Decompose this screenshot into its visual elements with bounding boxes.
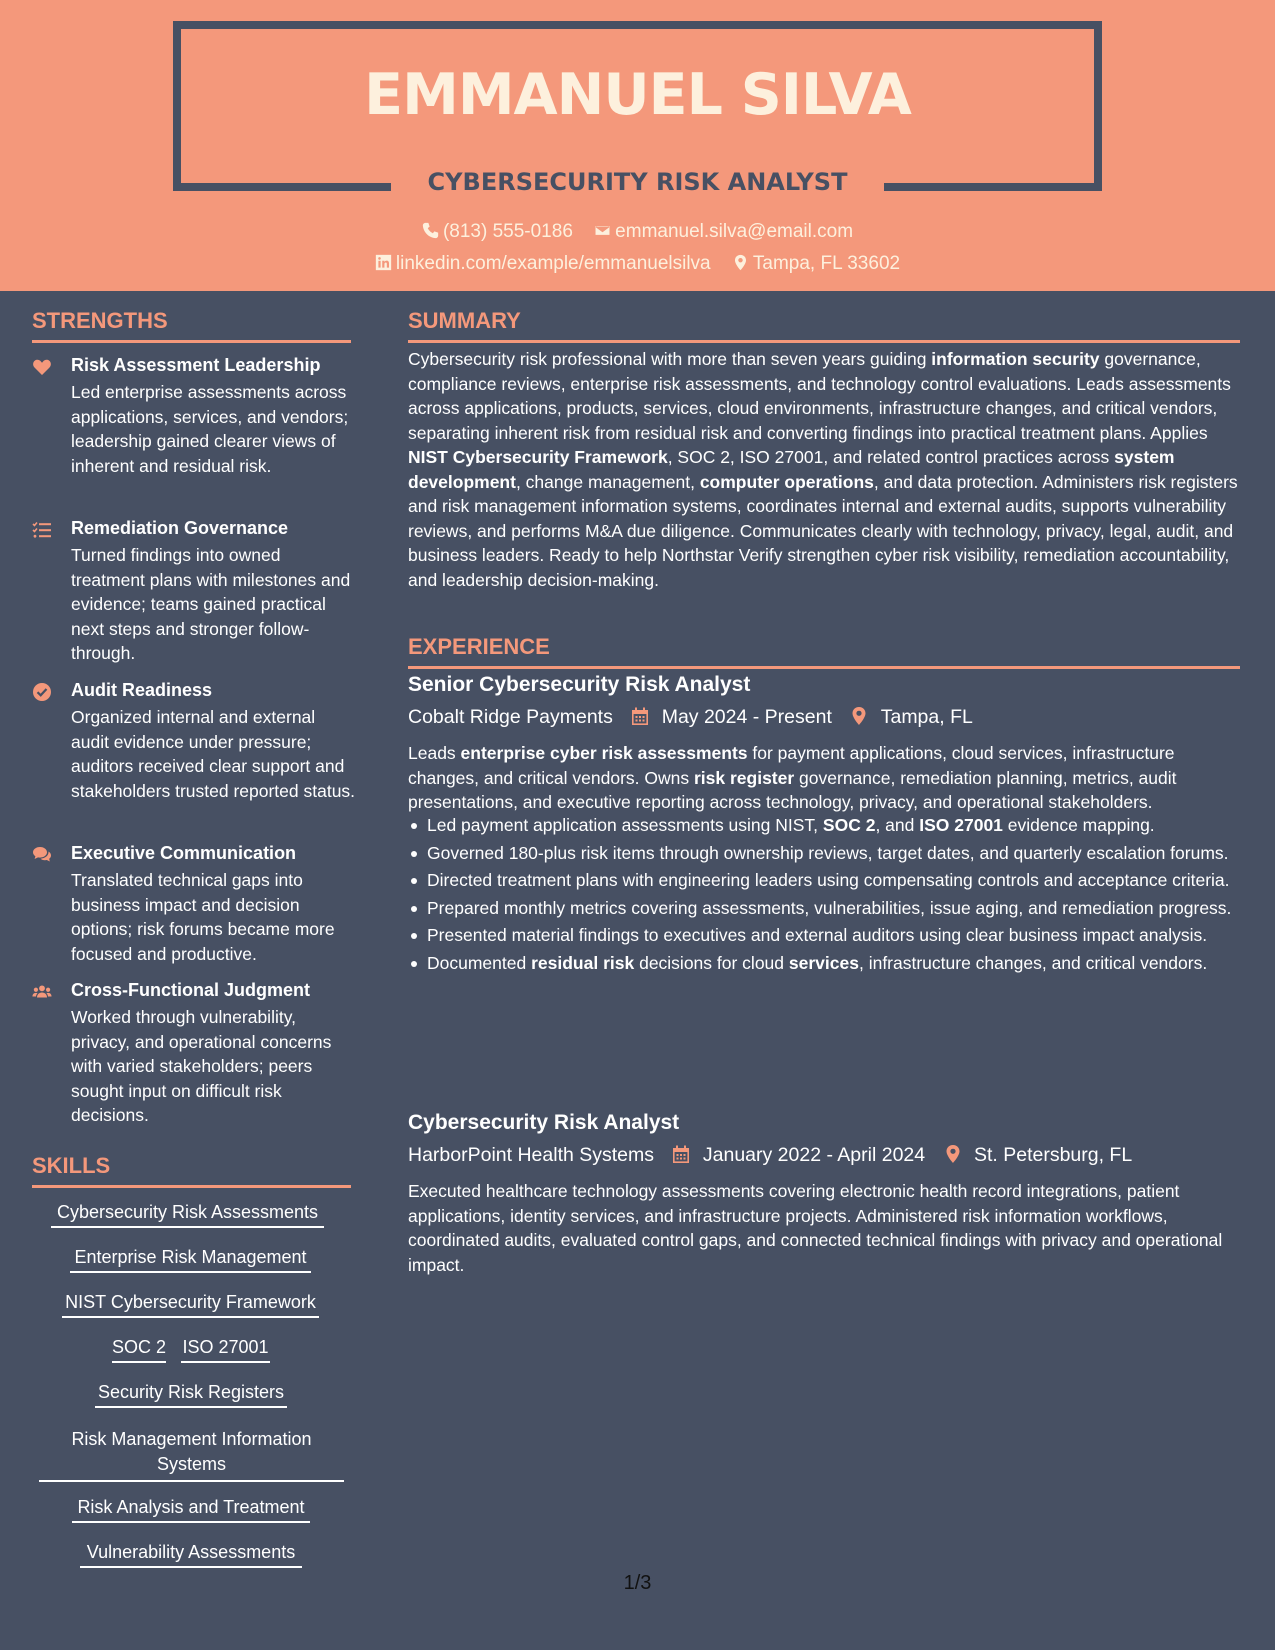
- skill-tag: Enterprise Risk Management: [70, 1247, 311, 1273]
- email-text: emmanuel.silva@email.com: [615, 221, 854, 242]
- job-dates: January 2022 - April 2024: [702, 1144, 926, 1167]
- skill-tag: Vulnerability Assessments: [80, 1542, 302, 1568]
- job-description: Leads enterprise cyber risk assessments for payment applications, cloud services, infrastructure changes, and critical vendors. Owns risk register governance, remediation planning, metrics, audit presentations, and executive reporting across technology, privacy, and operational stakeholders.: [408, 743, 1177, 812]
- strength-description: Organized internal and external audit evidence under pressure; auditors received clear support and stakeholders trusted reported status.: [71, 707, 356, 801]
- strength-description: Worked through vulnerability, privacy, and operational concerns with varied stakeholders; peers sought input on difficult risk decisions.: [71, 1007, 332, 1125]
- bullet-item: Led payment application assessments using NIST, SOC 2, and ISO 27001 evidence mapping.: [408, 813, 1240, 838]
- contact-row-2: [0, 253, 1275, 275]
- contact-phone[interactable]: [422, 221, 573, 243]
- job-bullets: [408, 813, 1240, 978]
- bullet-item: Directed treatment plans with engineering leaders using compensating controls and acceptance criteria.: [408, 868, 1240, 893]
- strengths-heading: STRENGTHS: [32, 308, 351, 343]
- skill-tag: Cybersecurity Risk Assessments: [51, 1202, 324, 1228]
- skill-tag: Risk Analysis and Treatment: [72, 1497, 310, 1523]
- candidate-title: CYBERSECURITY RISK ANALYST: [427, 168, 848, 196]
- bullet-item: Governed 180-plus risk items through ownership reviews, target dates, and quarterly escalation forums.: [408, 841, 1240, 866]
- summary-heading: SUMMARY: [408, 308, 1240, 343]
- contact-location: [732, 253, 900, 275]
- map-pin-icon: [943, 1144, 963, 1164]
- comments-icon: [32, 845, 52, 865]
- bullet-item: Presented material findings to executives and external auditors using clear business impact analysis.: [408, 923, 1240, 948]
- page-number: 1/3: [623, 1572, 652, 1594]
- candidate-name: EMMANUEL SILVA: [364, 62, 911, 128]
- job-company: HarborPoint Health Systems: [408, 1144, 655, 1167]
- check-circle-icon: [32, 682, 52, 702]
- job-company: Cobalt Ridge Payments: [408, 706, 613, 729]
- linkedin-icon: [375, 254, 392, 271]
- skill-tag: Risk Management Information Systems: [39, 1427, 344, 1482]
- contact-email[interactable]: [594, 221, 853, 243]
- contact-linkedin[interactable]: [375, 253, 711, 275]
- job-location: St. Petersburg, FL: [973, 1144, 1133, 1167]
- skills-heading: SKILLS: [32, 1153, 351, 1188]
- bullet-item: Documented residual risk decisions for cloud services, infrastructure changes, and critical vendors.: [408, 951, 1240, 976]
- strength-description: Translated technical gaps into business impact and decision options; risk forums became more focused and productive.: [71, 870, 335, 964]
- skill-tag: NIST Cybersecurity Framework: [62, 1292, 319, 1318]
- envelope-icon: [594, 222, 611, 239]
- job-meta: [408, 706, 973, 729]
- calendar-icon: [671, 1144, 691, 1164]
- phone-icon: [422, 222, 439, 239]
- location-text: Tampa, FL 33602: [752, 253, 901, 274]
- map-pin-icon: [849, 706, 869, 726]
- strength-title: Remediation Governance: [71, 518, 289, 538]
- job-dates: May 2024 - Present: [661, 706, 832, 729]
- strength-title: Audit Readiness: [71, 680, 213, 700]
- job-meta: [408, 1144, 1132, 1167]
- users-icon: [32, 982, 52, 1002]
- skill-tag: SOC 2: [112, 1337, 166, 1363]
- strength-description: Turned findings into owned treatment plans with milestones and evidence; teams gained practical next steps and stronger follow-through.: [71, 545, 351, 663]
- summary-text: Cybersecurity risk professional with more than seven years guiding information security governance, compliance reviews, enterprise risk assessments, and technology control evaluations. Leads assessments across applications, products, services, cloud environments, infrastructure changes, and critical vendors, separating inherent risk from residual risk and converting findings into practical treatment plans. Applies NIST Cybersecurity Framework, SOC 2, ISO 27001, and related control practices across system development, change management, computer operations, and data protection. Administers risk registers and risk management information systems, coordinates internal and external audits, supports vulnerability reviews, and performs M&A due diligence. Communicates clearly with technology, privacy, legal, audit, and business leaders. Ready to help Northstar Verify strengthen cyber risk visibility, remediation accountability, and leadership decision-making.: [408, 349, 1238, 590]
- job-title: Senior Cybersecurity Risk Analyst: [408, 673, 751, 696]
- checklist-icon: [32, 520, 52, 540]
- job-location: Tampa, FL: [880, 706, 973, 729]
- experience-heading: EXPERIENCE: [408, 634, 1240, 669]
- linkedin-text: linkedin.com/example/emmanuelsilva: [395, 253, 711, 274]
- skill-tag: ISO 27001: [181, 1337, 270, 1363]
- calendar-icon: [630, 706, 650, 726]
- bullet-item: Prepared monthly metrics covering assessments, vulnerabilities, issue aging, and remediation progress.: [408, 896, 1240, 921]
- skill-tag: Security Risk Registers: [95, 1382, 287, 1408]
- strength-title: Risk Assessment Leadership: [71, 355, 321, 375]
- contact-row-1: [0, 221, 1275, 243]
- strength-title: Executive Communication: [71, 843, 297, 863]
- strength-description: Led enterprise assessments across applications, services, and vendors; leadership gained clearer views of inherent and residual risk.: [71, 382, 349, 476]
- job-title: Cybersecurity Risk Analyst: [408, 1111, 680, 1134]
- resume-header: [0, 0, 1275, 291]
- phone-text: (813) 555-0186: [442, 221, 573, 242]
- map-pin-icon: [732, 254, 749, 271]
- job-description: Executed healthcare technology assessments covering electronic health record integrations, patient applications, identity services, and infrastructure projects. Administered risk information workflows, coordinated audits, evaluated control gaps, and connected technical findings with privacy and operational impact.: [408, 1181, 1223, 1275]
- heart-icon: [32, 357, 52, 377]
- strength-title: Cross-Functional Judgment: [71, 980, 311, 1000]
